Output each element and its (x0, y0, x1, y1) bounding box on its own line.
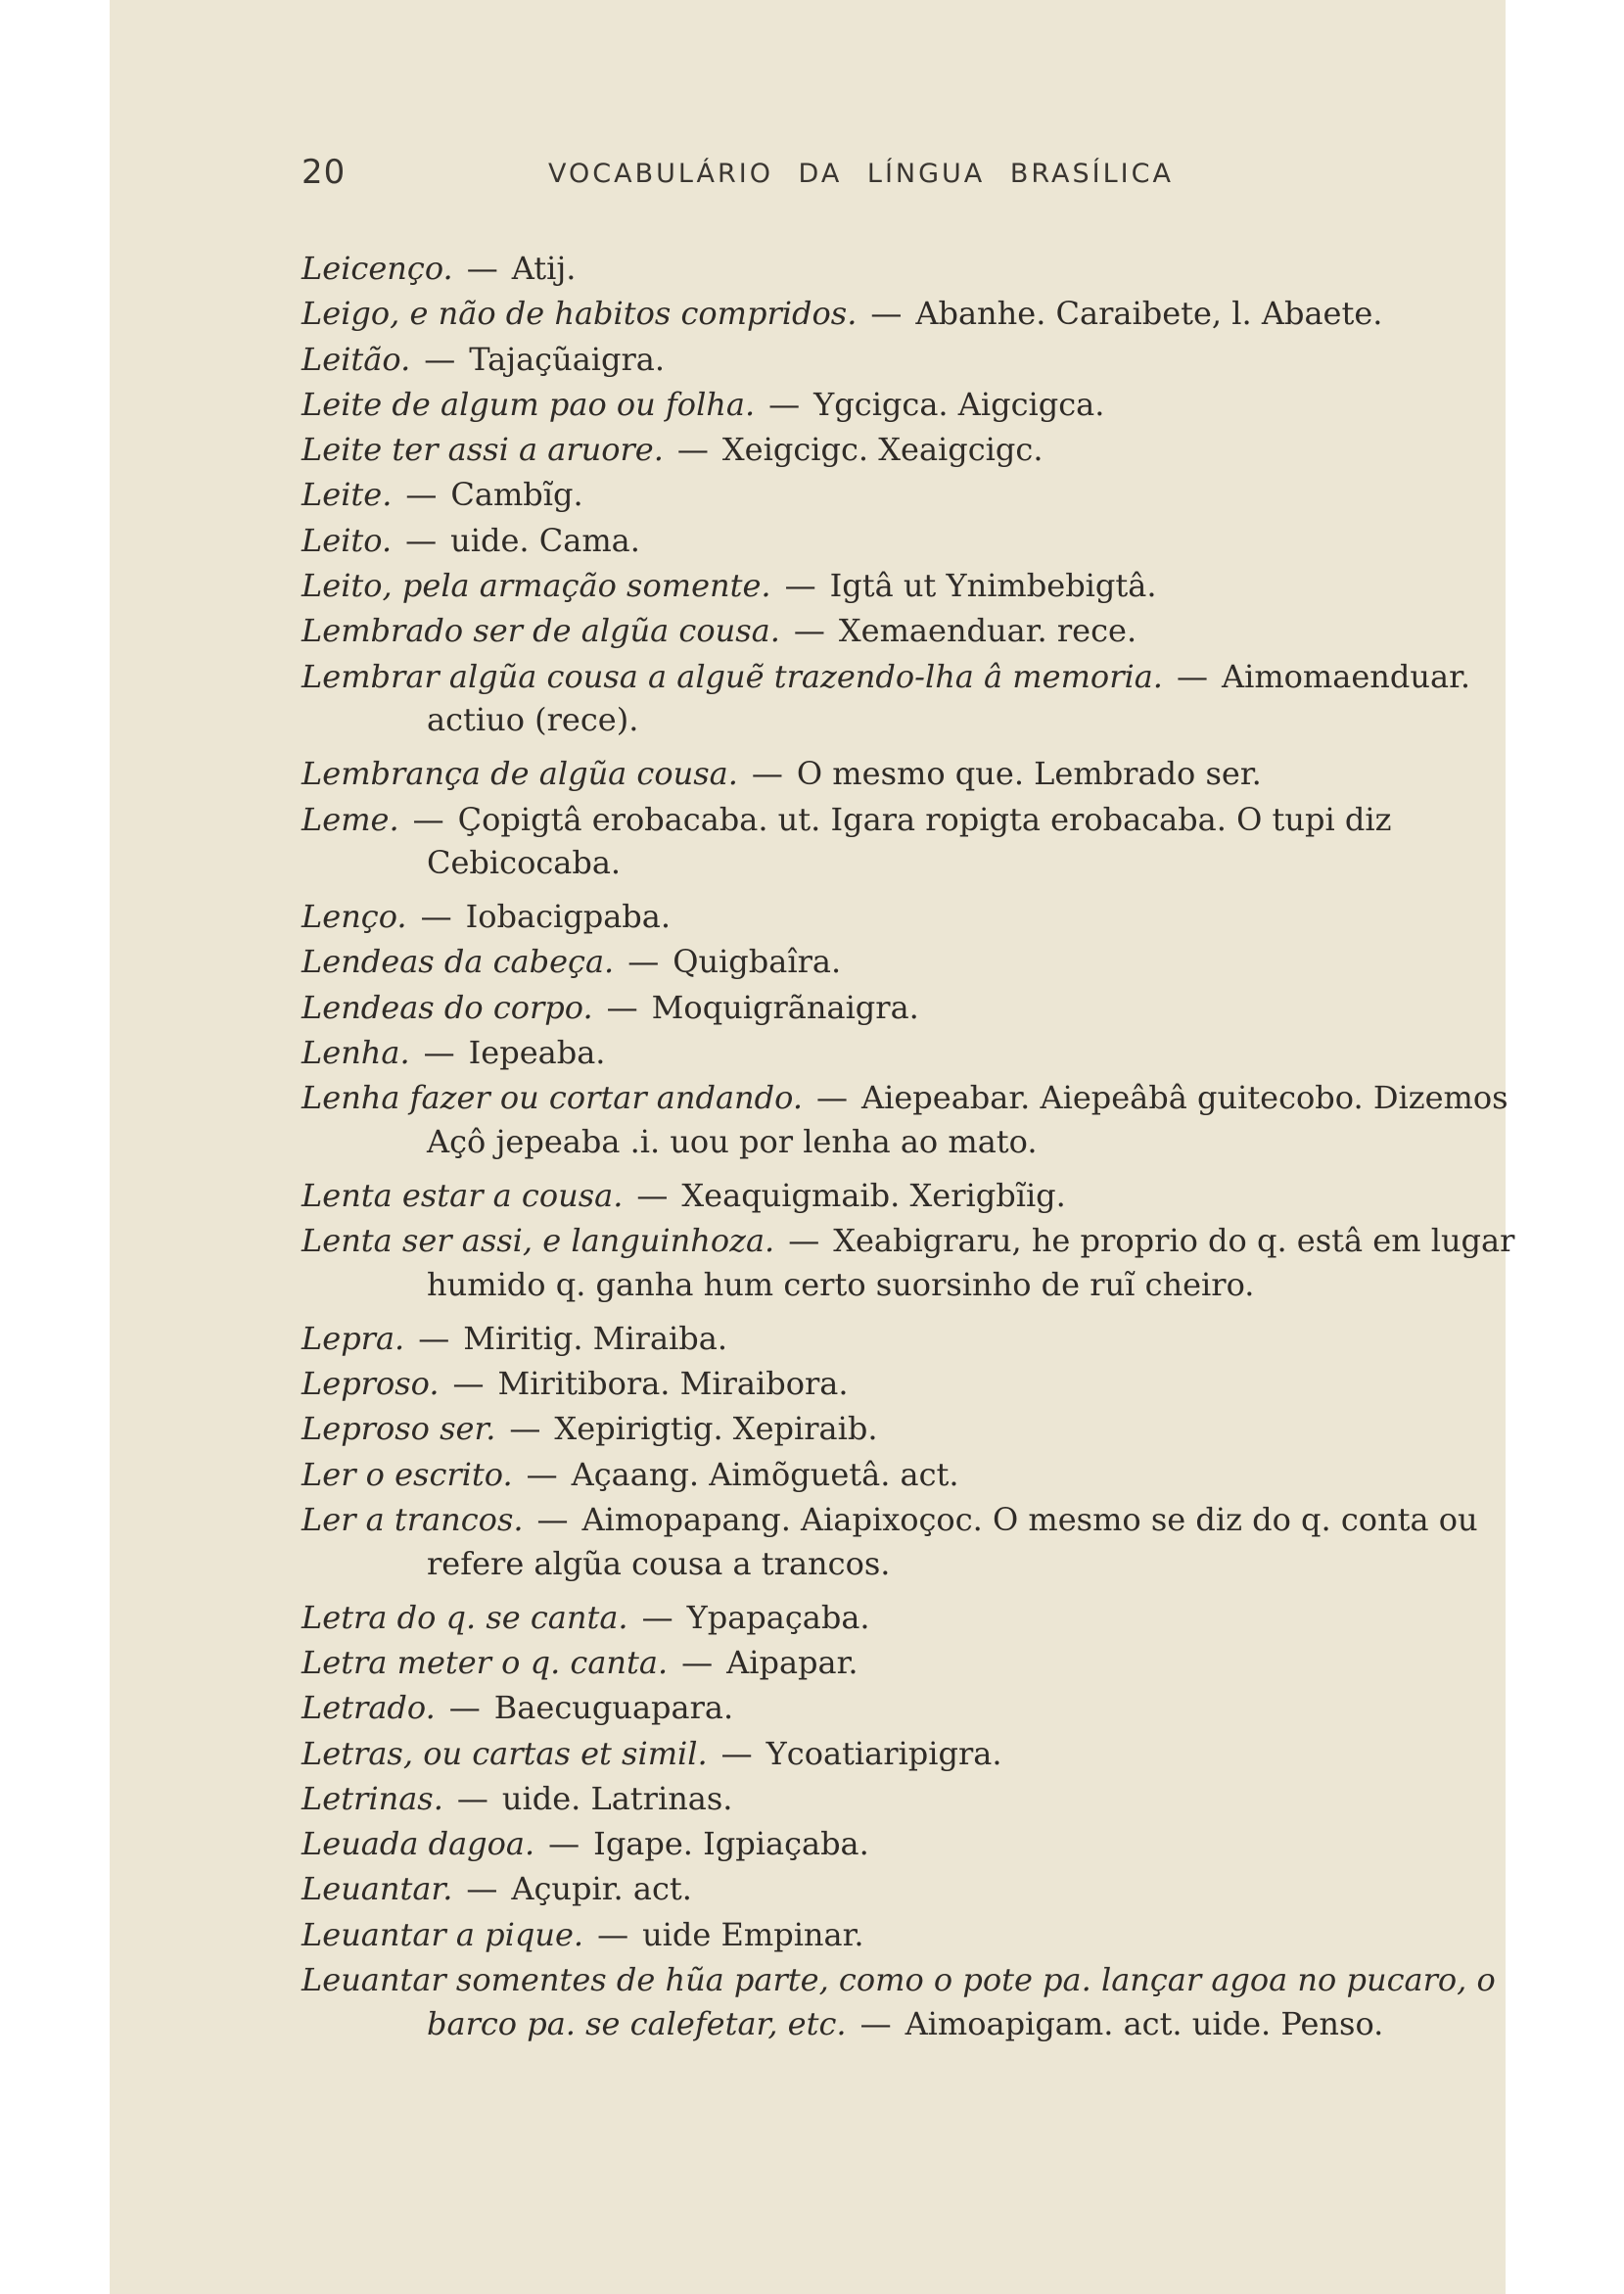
entry-headword: Leproso. (302, 1365, 440, 1403)
vocabulary-entry (302, 1777, 1523, 1821)
entry-headword: Leite. (302, 476, 393, 514)
entry-headword: Leite de algum pao ou folha. (302, 385, 756, 423)
vocabulary-entry (302, 798, 1523, 886)
entry-definition: Xeigcigc. Xeaigcigc. (721, 431, 1044, 469)
vocabulary-entry (302, 940, 1523, 984)
entry-dash: — (751, 755, 783, 793)
entry-headword: Letrado. (302, 1689, 436, 1727)
entry-dash: — (466, 1870, 498, 1908)
entry-definition: Baecuguapara. (493, 1689, 734, 1727)
entry-dash: — (405, 476, 438, 514)
entry-dash: — (424, 340, 456, 378)
entry-headword: Leuada dagoa. (302, 1825, 535, 1863)
entry-definition: Aimomaenduar. actiuo (rece). (427, 657, 1471, 739)
entry-headword: Lenha fazer ou cortar andando. (302, 1079, 803, 1117)
vocabulary-entry (302, 1031, 1523, 1075)
entry-definition: Aimopapang. Aiapixoçoc. O mesmo se diz do q. conta ou refere algũa cousa a trancos. (427, 1501, 1478, 1582)
vocabulary-entry (302, 519, 1523, 563)
vocabulary-entry (302, 292, 1523, 336)
entry-dash: — (870, 295, 903, 333)
entry-headword: Lenta estar a cousa. (302, 1176, 624, 1214)
entry-dash: — (793, 612, 825, 650)
entry-definition: Abanhe. Caraibete, l. Abaete. (915, 295, 1383, 333)
entry-definition: Quigbaîra. (673, 943, 842, 981)
entry-dash: — (788, 1222, 820, 1260)
entry-headword: Lenha. (302, 1034, 410, 1072)
vocabulary-entry (302, 1641, 1523, 1685)
entry-dash: — (720, 1734, 753, 1772)
vocabulary-entry (302, 1822, 1523, 1866)
vocabulary-entry (302, 473, 1523, 517)
entry-dash: — (448, 1689, 481, 1727)
entry-definition: Ygcigca. Aigcigca. (813, 385, 1105, 423)
entry-headword: Ler o escrito. (302, 1455, 513, 1493)
entry-headword: Letra meter o q. canta. (302, 1643, 669, 1681)
entry-definition: Tajaçũaigra. (469, 340, 666, 378)
entry-dash: — (816, 1079, 848, 1117)
entry-headword: Ler a trancos. (302, 1501, 524, 1539)
vocabulary-entry (302, 338, 1523, 382)
page-header (302, 153, 1329, 202)
entry-headword: Leuantar somentes de hũa parte, como o pote pa. lançar agoa no pucaro, o barco pa. se calefetar, etc. (302, 1960, 1496, 2042)
entry-dash: — (412, 800, 444, 838)
entry-headword: Letras, ou cartas et simil. (302, 1734, 708, 1772)
entry-dash: — (536, 1501, 569, 1539)
vocabulary-entry (302, 1958, 1523, 2046)
entry-dash: — (768, 385, 801, 423)
entry-definition: Iobacigpaba. (465, 898, 671, 936)
entry-headword: Letra do q. se canta. (302, 1598, 628, 1636)
entry-definition: Xepirigtig. Xepiraib. (554, 1410, 878, 1448)
entry-headword: Lendeas da cabeça. (302, 943, 615, 981)
entry-headword: Leme. (302, 800, 399, 838)
entry-definition: uide. Latrinas. (501, 1779, 733, 1817)
vocabulary-entry (302, 564, 1523, 608)
entry-definition: Iepeaba. (468, 1034, 606, 1072)
entry-dash: — (784, 567, 816, 605)
entry-definition: Igtâ ut Ynimbebigtâ. (829, 567, 1157, 605)
entry-headword: Leicenço. (302, 250, 453, 287)
entry-dash: — (676, 431, 709, 469)
entry-dash: — (526, 1455, 558, 1493)
vocabulary-entry (302, 1498, 1523, 1586)
entry-definition: Xeaquigmaib. Xerigbĩig. (681, 1176, 1066, 1214)
entry-dash: — (420, 898, 452, 936)
entry-dash: — (606, 988, 638, 1026)
vocabulary-entries (302, 247, 1523, 2047)
entry-headword: Lenço. (302, 898, 407, 936)
vocabulary-entry (302, 1174, 1523, 1218)
entry-definition: Ypapaçaba. (686, 1598, 870, 1636)
entry-dash: — (466, 250, 498, 287)
vocabulary-entry (302, 895, 1523, 939)
entry-dash: — (452, 1365, 485, 1403)
scanned-page (110, 0, 1515, 2294)
entry-dash: — (859, 2004, 892, 2042)
entry-dash: — (509, 1410, 541, 1448)
entry-definition: Çopigtâ erobacaba. ut. Igara ropigta erobacaba. O tupi diz Cebicocaba. (427, 800, 1392, 882)
entry-headword: Lembrar algũa cousa a alguẽ trazendo-lha â memoria. (302, 657, 1163, 695)
entry-dash: — (423, 1034, 455, 1072)
vocabulary-entry (302, 609, 1523, 653)
entry-dash: — (418, 1319, 450, 1357)
entry-headword: Letrinas. (302, 1779, 443, 1817)
entry-headword: Leuantar. (302, 1870, 453, 1908)
entry-definition: Atij. (511, 250, 577, 287)
entry-definition: Açupir. act. (511, 1870, 692, 1908)
vocabulary-entry (302, 1317, 1523, 1361)
vocabulary-entry (302, 1362, 1523, 1406)
entry-definition: Igape. Igpiaçaba. (593, 1825, 869, 1863)
vocabulary-entry (302, 1219, 1523, 1307)
entry-definition: Cambĩg. (450, 476, 583, 514)
entry-definition: O mesmo que. Lembrado ser. (796, 755, 1262, 793)
entry-headword: Lenta ser assi, e languinhoza. (302, 1222, 775, 1260)
vocabulary-entry (302, 1686, 1523, 1730)
entry-headword: Lendeas do corpo. (302, 988, 593, 1026)
entry-dash: — (1176, 657, 1208, 695)
page-number: 20 (302, 153, 347, 192)
entry-definition: Aiepeabar. Aiepeâbâ guitecobo. Dizemos Açô jepeaba .i. uou por lenha ao mato. (427, 1079, 1508, 1161)
vocabulary-entry (302, 1453, 1523, 1497)
entry-headword: Leitão. (302, 340, 411, 378)
vocabulary-entry (302, 1596, 1523, 1640)
vocabulary-entry (302, 1732, 1523, 1776)
entry-dash: — (641, 1598, 673, 1636)
entry-dash: — (597, 1915, 629, 1953)
vocabulary-entry (302, 247, 1523, 291)
entry-dash: — (681, 1643, 714, 1681)
entry-headword: Leuantar a pique. (302, 1915, 584, 1953)
entry-definition: Açaang. Aimõguetâ. act. (571, 1455, 959, 1493)
entry-headword: Leito. (302, 521, 393, 559)
entry-definition: Miritig. Miraiba. (463, 1319, 728, 1357)
running-title: VOCABULÁRIO DA LÍNGUA BRASÍLICA (548, 159, 1174, 189)
entry-dash: — (456, 1779, 488, 1817)
vocabulary-entry (302, 383, 1523, 427)
vocabulary-entry (302, 986, 1523, 1030)
vocabulary-entry (302, 1867, 1523, 1911)
vocabulary-entry (302, 428, 1523, 472)
entry-headword: Leito, pela armação somente. (302, 567, 771, 605)
entry-headword: Lembrança de algũa cousa. (302, 755, 738, 793)
vocabulary-entry (302, 655, 1523, 743)
entry-definition: Xeabigraru, he proprio do q. estâ em lugar humido q. ganha hum certo suorsinho de ruĩ cheiro. (427, 1222, 1515, 1304)
entry-headword: Leproso ser. (302, 1410, 496, 1448)
entry-definition: uide Empinar. (642, 1915, 864, 1953)
vocabulary-entry (302, 1913, 1523, 1957)
entry-headword: Leigo, e não de habitos compridos. (302, 295, 858, 333)
vocabulary-entry (302, 1076, 1523, 1164)
entry-definition: Ycoatiaripigra. (766, 1734, 1002, 1772)
entry-definition: Miritibora. Miraibora. (497, 1365, 849, 1403)
entry-definition: Xemaenduar. rece. (838, 612, 1137, 650)
entry-definition: Aipapar. (726, 1643, 858, 1681)
entry-dash: — (548, 1825, 580, 1863)
entry-definition: uide. Cama. (450, 521, 640, 559)
vocabulary-entry (302, 1407, 1523, 1451)
entry-definition: Moquigrãnaigra. (651, 988, 919, 1026)
entry-dash: — (636, 1176, 669, 1214)
entry-headword: Lembrado ser de algũa cousa. (302, 612, 780, 650)
entry-dash: — (405, 521, 438, 559)
vocabulary-entry (302, 752, 1523, 796)
entry-headword: Leite ter assi a aruore. (302, 431, 664, 469)
entry-definition: Aimoapigam. act. uide. Penso. (905, 2004, 1384, 2042)
entry-headword: Lepra. (302, 1319, 405, 1357)
entry-dash: — (627, 943, 660, 981)
